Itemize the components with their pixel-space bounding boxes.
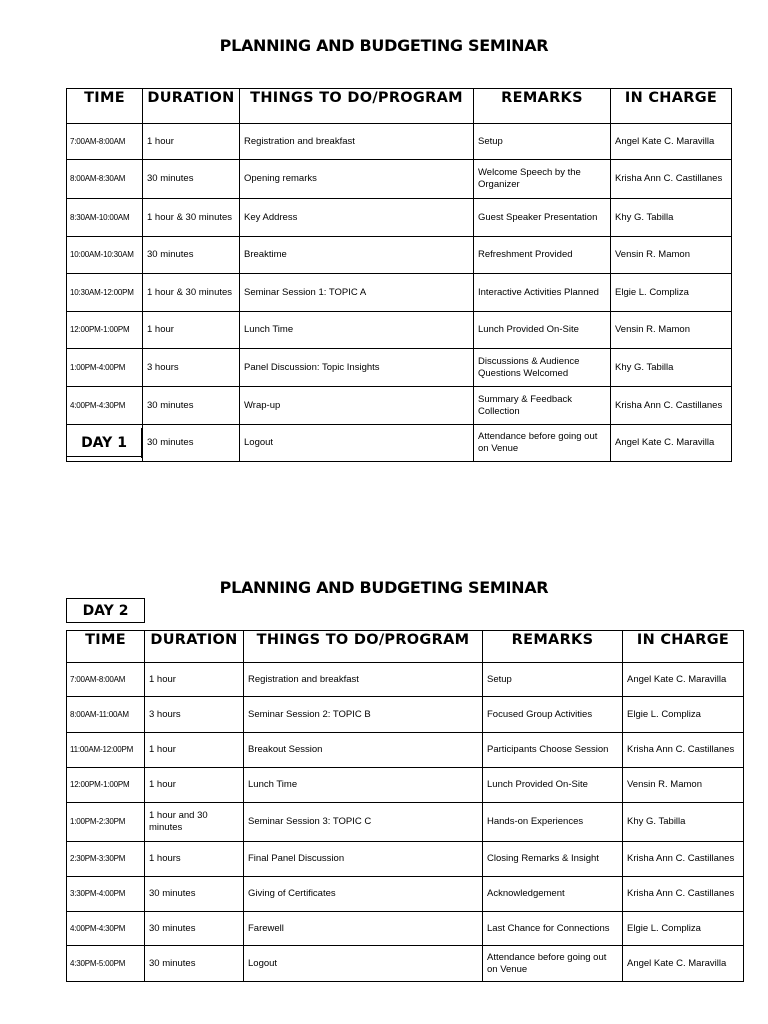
duration-cell: 1 hour: [143, 124, 240, 160]
remarks-cell: Setup: [474, 124, 611, 160]
table-row: [67, 803, 744, 842]
duration-cell: 1 hour and 30 minutes: [145, 803, 244, 842]
day1-label-underline: [66, 456, 142, 457]
program-cell: Giving of Certificates: [244, 877, 483, 912]
table-row: [67, 237, 732, 274]
time-cell: 4:00PM-4:30PM: [67, 387, 143, 425]
in-charge-cell: Krisha Ann C. Castillanes: [623, 842, 744, 877]
in-charge-cell: Angel Kate C. Maravilla: [623, 663, 744, 697]
program-cell: Final Panel Discussion: [244, 842, 483, 877]
duration-cell: 30 minutes: [145, 877, 244, 912]
time-cell: 8:00AM-8:30AM: [67, 160, 143, 199]
time-cell: 3:30PM-4:00PM: [67, 877, 145, 912]
header-duration: DURATION: [143, 89, 240, 124]
duration-cell: 30 minutes: [145, 912, 244, 946]
header-remarks: REMARKS: [483, 631, 623, 663]
program-cell: Seminar Session 2: TOPIC B: [244, 697, 483, 733]
header-in-charge: IN CHARGE: [611, 89, 732, 124]
remarks-cell: Focused Group Activities: [483, 697, 623, 733]
remarks-cell: Guest Speaker Presentation: [474, 199, 611, 237]
header-time: TIME: [67, 89, 143, 124]
time-cell: 10:30AM-12:00PM: [67, 274, 143, 312]
header-program: THINGS TO DO/PROGRAM: [244, 631, 483, 663]
time-cell: 1:00PM-4:00PM: [67, 349, 143, 387]
program-cell: Registration and breakfast: [244, 663, 483, 697]
time-cell: 1:00PM-2:30PM: [67, 803, 145, 842]
duration-cell: 30 minutes: [143, 425, 240, 462]
program-cell: Lunch Time: [244, 768, 483, 803]
in-charge-cell: Vensin R. Mamon: [611, 312, 732, 349]
table-row: [67, 877, 744, 912]
program-cell: Panel Discussion: Topic Insights: [240, 349, 474, 387]
table-row: [67, 274, 732, 312]
table-row: [67, 663, 744, 697]
in-charge-cell: Elgie L. Compliza: [623, 912, 744, 946]
remarks-cell: Attendance before going out on Venue: [483, 946, 623, 982]
program-cell: Lunch Time: [240, 312, 474, 349]
duration-cell: 1 hours: [145, 842, 244, 877]
duration-cell: 30 minutes: [143, 237, 240, 274]
duration-cell: 1 hour: [143, 312, 240, 349]
remarks-cell: Lunch Provided On-Site: [483, 768, 623, 803]
table-row: [67, 160, 732, 199]
in-charge-cell: Elgie L. Compliza: [611, 274, 732, 312]
time-cell: 12:00PM-1:00PM: [67, 768, 145, 803]
program-cell: Registration and breakfast: [240, 124, 474, 160]
time-cell: 11:00AM-12:00PM: [67, 733, 145, 768]
in-charge-cell: Vensin R. Mamon: [611, 237, 732, 274]
program-cell: Breaktime: [240, 237, 474, 274]
time-cell: 8:30AM-10:00AM: [67, 199, 143, 237]
time-cell: 8:00AM-11:00AM: [67, 697, 145, 733]
table-row: [67, 842, 744, 877]
time-cell: 7:00AM-8:00AM: [67, 124, 143, 160]
in-charge-cell: Angel Kate C. Maravilla: [623, 946, 744, 982]
in-charge-cell: Elgie L. Compliza: [623, 697, 744, 733]
in-charge-cell: Krisha Ann C. Castillanes: [611, 160, 732, 199]
day2-header-row: [67, 631, 744, 663]
day1-schedule-table: [66, 88, 732, 462]
remarks-cell: Closing Remarks & Insight: [483, 842, 623, 877]
table-row: [67, 912, 744, 946]
table-row: [67, 124, 732, 160]
day2-title: PLANNING AND BUDGETING SEMINAR: [219, 578, 549, 597]
header-remarks: REMARKS: [474, 89, 611, 124]
duration-cell: 30 minutes: [143, 160, 240, 199]
program-cell: Seminar Session 3: TOPIC C: [244, 803, 483, 842]
remarks-cell: Acknowledgement: [483, 877, 623, 912]
in-charge-cell: Angel Kate C. Maravilla: [611, 124, 732, 160]
table-row: [67, 425, 732, 462]
duration-cell: 1 hour: [145, 733, 244, 768]
program-cell: Breakout Session: [244, 733, 483, 768]
duration-cell: 3 hours: [145, 697, 244, 733]
header-program: THINGS TO DO/PROGRAM: [240, 89, 474, 124]
program-cell: Logout: [240, 425, 474, 462]
time-cell: 7:00AM-8:00AM: [67, 663, 145, 697]
day2-schedule-table: [66, 630, 744, 982]
in-charge-cell: Krisha Ann C. Castillanes: [623, 877, 744, 912]
program-cell: Key Address: [240, 199, 474, 237]
remarks-cell: Welcome Speech by the Organizer: [474, 160, 611, 199]
remarks-cell: Hands-on Experiences: [483, 803, 623, 842]
header-in-charge: IN CHARGE: [623, 631, 744, 663]
duration-cell: 3 hours: [143, 349, 240, 387]
duration-cell: 30 minutes: [143, 387, 240, 425]
remarks-cell: Participants Choose Session: [483, 733, 623, 768]
duration-cell: 1 hour & 30 minutes: [143, 199, 240, 237]
remarks-cell: Lunch Provided On-Site: [474, 312, 611, 349]
table-row: [67, 733, 744, 768]
table-row: [67, 349, 732, 387]
day2-label: DAY 2: [66, 598, 145, 623]
program-cell: Wrap-up: [240, 387, 474, 425]
program-cell: Logout: [244, 946, 483, 982]
header-duration: DURATION: [145, 631, 244, 663]
time-cell: 2:30PM-3:30PM: [67, 842, 145, 877]
day1-header-row: [67, 89, 732, 124]
remarks-cell: Setup: [483, 663, 623, 697]
duration-cell: 1 hour: [145, 768, 244, 803]
duration-cell: 1 hour: [145, 663, 244, 697]
remarks-cell: Summary & Feedback Collection: [474, 387, 611, 425]
duration-cell: 30 minutes: [145, 946, 244, 982]
time-cell: 4:00PM-4:30PM: [67, 912, 145, 946]
in-charge-cell: Khy G. Tabilla: [611, 349, 732, 387]
duration-cell: 1 hour & 30 minutes: [143, 274, 240, 312]
in-charge-cell: Krisha Ann C. Castillanes: [611, 387, 732, 425]
remarks-cell: Refreshment Provided: [474, 237, 611, 274]
in-charge-cell: Vensin R. Mamon: [623, 768, 744, 803]
table-row: [67, 697, 744, 733]
remarks-cell: Discussions & Audience Questions Welcomed: [474, 349, 611, 387]
table-row: [67, 199, 732, 237]
day1-title: PLANNING AND BUDGETING SEMINAR: [219, 36, 549, 55]
table-row: [67, 946, 744, 982]
in-charge-cell: Angel Kate C. Maravilla: [611, 425, 732, 462]
remarks-cell: Last Chance for Connections: [483, 912, 623, 946]
remarks-cell: Attendance before going out on Venue: [474, 425, 611, 462]
day1-label: DAY 1: [66, 428, 142, 458]
in-charge-cell: Krisha Ann C. Castillanes: [623, 733, 744, 768]
program-cell: Farewell: [244, 912, 483, 946]
in-charge-cell: Khy G. Tabilla: [611, 199, 732, 237]
time-cell: 10:00AM-10:30AM: [67, 237, 143, 274]
table-row: [67, 768, 744, 803]
time-cell: 12:00PM-1:00PM: [67, 312, 143, 349]
header-time: TIME: [67, 631, 145, 663]
program-cell: Opening remarks: [240, 160, 474, 199]
table-row: [67, 387, 732, 425]
program-cell: Seminar Session 1: TOPIC A: [240, 274, 474, 312]
in-charge-cell: Khy G. Tabilla: [623, 803, 744, 842]
remarks-cell: Interactive Activities Planned: [474, 274, 611, 312]
table-row: [67, 312, 732, 349]
time-cell: 4:30PM-5:00PM: [67, 946, 145, 982]
